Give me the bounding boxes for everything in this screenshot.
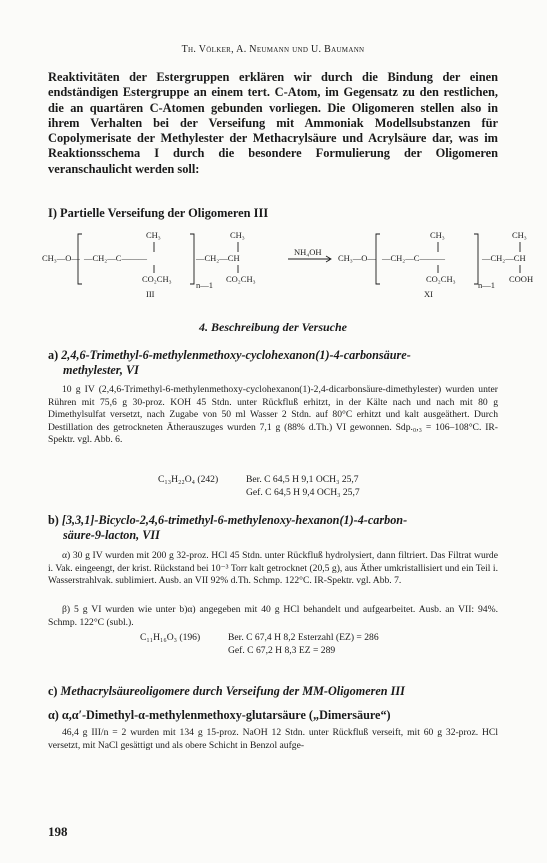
scheme-left-end: CH₃—O— bbox=[42, 253, 80, 263]
reaction-scheme bbox=[30, 222, 534, 302]
scheme-cooh: COOH bbox=[509, 274, 534, 284]
bracket-right-close bbox=[474, 234, 478, 284]
scheme-ch3-b: CH₃ bbox=[230, 230, 245, 240]
ber-b: Ber. C 67,4 H 8,2 Esterzahl (EZ) = 286 bbox=[228, 632, 379, 643]
scheme-n1-b: n—1 bbox=[478, 280, 495, 290]
subsection-c-title bbox=[48, 684, 488, 699]
analysis-b bbox=[140, 632, 379, 657]
gef-b: Gef. C 67,2 H 8,3 EZ = 289 bbox=[228, 644, 336, 656]
section-title: 4. Beschreibung der Versuche bbox=[198, 320, 347, 334]
analysis-a bbox=[158, 474, 360, 499]
scheme-ch2ch-a: —CH₂—CH bbox=[196, 253, 240, 263]
scheme-ch2c-a: —CH₂—C——— bbox=[84, 253, 147, 263]
bracket-left-close bbox=[190, 234, 194, 284]
subsection-b-title-line1: [3,3,1]-Bicyclo-2,4,6-trimethyl-6-methylenoxy-hexanon(1)-4-carbon- bbox=[61, 513, 408, 527]
subsection-c-alpha-title bbox=[48, 708, 488, 723]
scheme-ch2ch-b: —CH₂—CH bbox=[482, 253, 526, 263]
scheme-co2ch3-b: CO₂CH₃ bbox=[226, 274, 256, 284]
scheme-ch3-c: CH₃ bbox=[430, 230, 445, 240]
scheme-n1-a: n—1 bbox=[196, 280, 213, 290]
ber-a: Ber. C 64,5 H 9,1 OCH₃ 25,7 bbox=[246, 474, 359, 485]
subsection-c-alpha-text: 46,4 g III/n = 2 wurden mit 134 g 15-proz. NaOH 12 Stdn. unter Rückfluß verseift, mit 60 g 32-proz. HCl versetzt, mit NaCl gesättigt und als obere Schicht in Benzol aufge- bbox=[48, 727, 498, 751]
subsection-c-alpha-label: α) bbox=[48, 708, 59, 722]
scheme-reagent: NH₄OH bbox=[294, 247, 322, 257]
subsection-a-text: 10 g IV (2,4,6-Trimethyl-6-methylenmethoxy-cyclohexanon(1)-2,4-dicarbonsäure-dimethylester) wurden unter Rühren mit 75,6 g 30-proz. KOH 45 Stdn. unter Rückfluß erhitzt, in der Kälte nach und nach mit 80 g Dimethylsulfat versetzt, nach Zugabe von 50 ml Wasser 2 Stdn. auf 80°C erhitzt und kalt ausgeäthert. Durch Destillation des getrockneten Ätherauszuges wurden 7,1 g (88% d.Th.) VI gewonnen. Sdp.₀,₃ = 106–108°C. IR-Spektr. vgl. Abb. 6. bbox=[48, 384, 498, 446]
scheme-ch2c-b: —CH₂—C——— bbox=[382, 253, 445, 263]
scheme-label-left: III bbox=[146, 289, 155, 299]
scheme-co2ch3-a: CO₂CH₃ bbox=[142, 274, 172, 284]
subsection-c-title-text: Methacrylsäureoligomere durch Verseifung der MM-Oligomeren III bbox=[60, 684, 405, 698]
equation-title: I) Partielle Verseifung der Oligomeren III bbox=[48, 206, 269, 220]
subsection-b-title bbox=[48, 513, 488, 543]
subsection-c-alpha-title-text: α,α′-Dimethyl-α-methylenmethoxy-glutarsäure („Dimersäure“) bbox=[61, 708, 391, 722]
scheme-label-right: XI bbox=[424, 289, 433, 299]
subsection-b-label: b) bbox=[48, 513, 59, 527]
scheme-ch3-a: CH₃ bbox=[146, 230, 161, 240]
formula-b: C₁₁H₁₆O₃ (196) bbox=[140, 632, 201, 643]
subsection-a-title bbox=[48, 348, 488, 378]
formula-a: C₁₃H₂₂O₄ (242) bbox=[158, 474, 219, 485]
subsection-b-alpha-text: α) 30 g IV wurden mit 200 g 32-proz. HCl 45 Stdn. unter Rückfluß hydrolysiert, dann filtriert. Das Filtrat wurde i. Vak. eingeengt, der krist. Rückstand bei 10⁻³ Torr kalt getrocknet (20,5 g), aus Äther umkristallisiert und ein Teil i. Wasserstrahlvak. sublimiert. Ausb. an VII 92% d.Th. Schmp. 122°C. IR-Spektr. vgl. Abb. 7. bbox=[48, 550, 498, 587]
gef-a: Gef. C 64,5 H 9,4 OCH₃ 25,7 bbox=[246, 486, 360, 498]
scheme-right-start: CH₃—O— bbox=[338, 253, 376, 263]
subsection-b-beta-text: β) 5 g VI wurden wie unter b)α) angegeben mit 40 g HCl behandelt und aufgearbeitet. Ausb. an VII: 94%. Schmp. 122°C (subl.). bbox=[48, 604, 498, 628]
subsection-c-label: c) bbox=[48, 684, 58, 698]
scheme-co2ch3-c: CO₂CH₃ bbox=[426, 274, 456, 284]
intro-paragraph: Reaktivitäten der Estergruppen erklären wir durch die Bindung der einen endständigen Estergruppe an einem tert. C-Atom, im Gegensatz zu den restlichen, die an quartären C-Atomen gebunden vorliegen. Die Oligomeren stellen also in ihrem Verhalten bei der Verseifung mit Ammoniak Modellsubstanzen für Copolymerisate der Methylester der Methacrylsäure und Acrylsäure dar, was im Reaktionsschema I durch die besondere Formulierung der Oligomeren veranschaulicht werden soll: bbox=[48, 70, 498, 176]
subsection-a-title-line2: methylester, VI bbox=[63, 363, 139, 377]
page-number: 198 bbox=[48, 824, 68, 839]
running-header: Th. Völker, A. Neumann und U. Baumann bbox=[181, 44, 365, 55]
scheme-ch3-d: CH₃ bbox=[512, 230, 527, 240]
subsection-a-title-line1: 2,4,6-Trimethyl-6-methylenmethoxy-cyclohexanon(1)-4-carbonsäure- bbox=[61, 348, 411, 362]
subsection-a-label: a) bbox=[48, 348, 59, 362]
bracket-right-open bbox=[376, 234, 380, 284]
subsection-b-title-line2: säure-9-lacton, VII bbox=[63, 528, 160, 542]
